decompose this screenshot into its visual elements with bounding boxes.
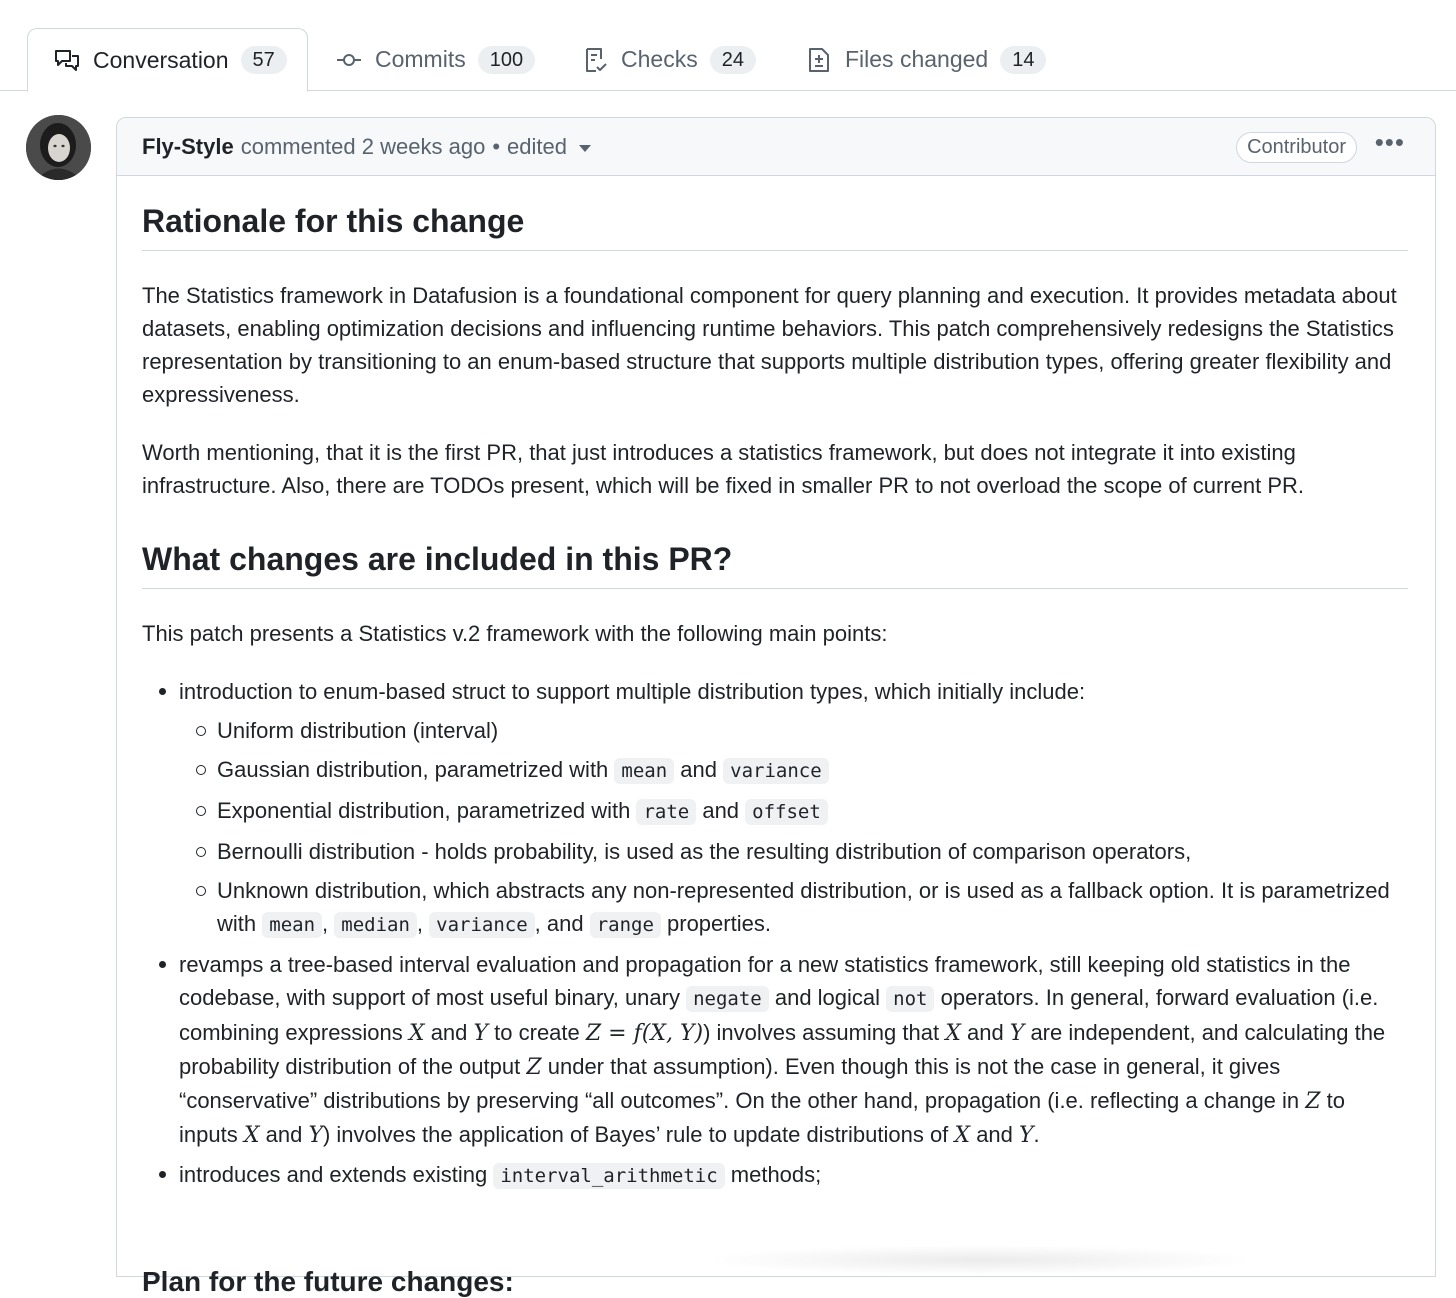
comment-time[interactable]: 2 weeks ago bbox=[361, 133, 486, 159]
math-symbol: X bbox=[945, 1021, 961, 1046]
paragraph: Worth mentioning, that it is the first PR, that just introduces a statistics framework, but does not integrate it into existing infrastructure. Also, there are TODOs present, which will be fixed in smaller PR to not overload the scope of current PR. bbox=[142, 440, 1305, 498]
list-item bbox=[142, 948, 1408, 1152]
inline-code: range bbox=[590, 912, 661, 938]
list-item-text: . bbox=[1033, 1122, 1040, 1147]
sub-item-text: Exponential distribution, parametrized with bbox=[217, 798, 637, 823]
list-item bbox=[142, 1158, 1408, 1193]
heading-rationale: Rationale for this change bbox=[142, 203, 1408, 251]
tab-commits[interactable] bbox=[310, 28, 560, 91]
inline-code: rate bbox=[636, 799, 696, 825]
list-item-text: introduction to enum-based struct to support multiple distribution types, which initially include: bbox=[179, 679, 1086, 704]
sub-item-text: , and bbox=[534, 911, 590, 936]
changes-list bbox=[142, 675, 1408, 1193]
sub-item-text: , bbox=[416, 911, 430, 936]
tab-conversation[interactable] bbox=[27, 28, 308, 92]
checklist-icon bbox=[581, 46, 609, 74]
file-diff-icon bbox=[805, 46, 833, 74]
tab-counter: 24 bbox=[710, 46, 756, 74]
sub-item-text: Bernoulli distribution - holds probability, is used as the resulting distribution of comparison operators, bbox=[217, 839, 1192, 864]
sub-list-item bbox=[179, 794, 1408, 829]
tab-counter: 14 bbox=[1000, 46, 1046, 74]
tab-label: Conversation bbox=[93, 46, 229, 73]
avatar[interactable] bbox=[26, 115, 91, 180]
tab-counter: 57 bbox=[241, 46, 287, 74]
comment-header bbox=[117, 118, 1435, 176]
sub-item-text: and bbox=[674, 757, 724, 782]
contributor-badge: Contributor bbox=[1236, 132, 1357, 163]
sub-item-text: , bbox=[322, 911, 335, 936]
math-symbol: Y bbox=[1009, 1021, 1025, 1046]
sub-list bbox=[179, 714, 1408, 942]
heading-plan: Plan for the future changes: bbox=[142, 1266, 514, 1297]
heading-what-changes: What changes are included in this PR? bbox=[142, 541, 1408, 589]
list-item-text: under that assumption). Even though this is not the case in general, it gives “conservative” distributions by preserving “all outcomes”. On the other hand, propagation (i.e. reflecting a change in bbox=[179, 1054, 1306, 1113]
inline-code: variance bbox=[429, 912, 535, 938]
list-item bbox=[142, 675, 1408, 942]
sub-list-item bbox=[179, 835, 1408, 868]
math-symbol: Y bbox=[473, 1021, 489, 1046]
list-item-text: and bbox=[970, 1122, 1020, 1147]
list-item-text: to inputs bbox=[179, 1088, 1346, 1147]
list-item-text: are independent, and calculating the probability distribution of the output bbox=[179, 1020, 1386, 1079]
math-symbol: Y bbox=[1019, 1123, 1034, 1148]
decorative-shadow bbox=[700, 1245, 1260, 1275]
list-item-text: and bbox=[259, 1122, 309, 1147]
sub-item-text: properties. bbox=[660, 911, 771, 936]
inline-code: median bbox=[334, 912, 417, 938]
list-item-text: and bbox=[960, 1020, 1010, 1045]
separator: • bbox=[492, 133, 501, 159]
list-item-text: ) involves assuming that bbox=[703, 1020, 946, 1045]
sub-list-item bbox=[179, 753, 1408, 788]
tab-label: Commits bbox=[375, 46, 466, 72]
list-item-text: operators. In general, forward evaluation (i.e. combining expressions bbox=[179, 985, 1379, 1045]
math-symbol: X bbox=[243, 1123, 260, 1148]
chevron-down-icon[interactable] bbox=[579, 145, 591, 152]
comment-action: commented bbox=[240, 133, 356, 159]
list-item-text: ) involves the application of Bayes’ rule to update distributions of bbox=[322, 1122, 955, 1147]
tab-label: Checks bbox=[621, 46, 698, 72]
tab-label: Files changed bbox=[845, 46, 989, 72]
math-expression: Z = f(X, Y) bbox=[585, 1021, 704, 1046]
tab-files-changed[interactable] bbox=[780, 28, 1071, 91]
list-item-text: and logical bbox=[768, 985, 887, 1010]
sub-item-text: and bbox=[696, 798, 746, 823]
paragraph: The Statistics framework in Datafusion is a foundational component for query planning and execution. It provides metadata about datasets, enabling optimization decisions and influencing runtime behaviors. This patch comprehensively redesigns the Statistics representation by transitioning to an enum-based structure that supports multiple distribution types, offering greater flexibility and expressiveness. bbox=[142, 283, 1397, 407]
comment-discussion-icon bbox=[53, 46, 81, 74]
inline-code: variance bbox=[723, 758, 829, 784]
git-commit-icon bbox=[335, 46, 363, 74]
sub-item-text: Uniform distribution (interval) bbox=[217, 718, 499, 743]
sub-item-text: Unknown distribution, which abstracts any non-represented distribution, or is used as a fallback option. It is parametrized with bbox=[217, 878, 1390, 936]
tab-checks[interactable] bbox=[556, 28, 781, 91]
paragraph: This patch presents a Statistics v.2 framework with the following main points: bbox=[142, 621, 888, 646]
sub-list-item bbox=[179, 874, 1408, 942]
math-symbol: Y bbox=[308, 1123, 323, 1148]
list-item-text: and bbox=[424, 1020, 474, 1045]
sub-item-text: Gaussian distribution, parametrized with bbox=[217, 757, 615, 782]
list-item-text: to create bbox=[488, 1020, 586, 1045]
comment-box bbox=[116, 117, 1436, 1297]
math-symbol: X bbox=[954, 1123, 971, 1148]
list-item-text: introduces and extends existing bbox=[179, 1162, 494, 1187]
inline-code: interval_arithmetic bbox=[493, 1163, 724, 1189]
math-symbol: Z bbox=[1305, 1089, 1321, 1114]
inline-code: not bbox=[886, 986, 934, 1012]
inline-code: mean bbox=[262, 912, 322, 938]
tab-counter: 100 bbox=[478, 46, 535, 74]
list-item-text: revamps a tree-based interval evaluation and propagation for a new statistics framework, still keeping old statistics in the codebase, with support of most useful binary, unary bbox=[179, 952, 1351, 1010]
inline-code: mean bbox=[614, 758, 674, 784]
sub-list-item bbox=[179, 714, 1408, 747]
kebab-menu-icon[interactable]: ••• bbox=[1374, 127, 1405, 157]
inline-code: negate bbox=[686, 986, 769, 1012]
math-symbol: X bbox=[408, 1021, 425, 1046]
math-symbol: Z bbox=[526, 1055, 542, 1080]
edited-dropdown[interactable]: edited bbox=[507, 133, 567, 159]
pr-tabs bbox=[0, 0, 1456, 91]
author-link[interactable]: Fly-Style bbox=[142, 133, 234, 159]
list-item-text: methods; bbox=[724, 1162, 822, 1187]
inline-code: offset bbox=[745, 799, 828, 825]
